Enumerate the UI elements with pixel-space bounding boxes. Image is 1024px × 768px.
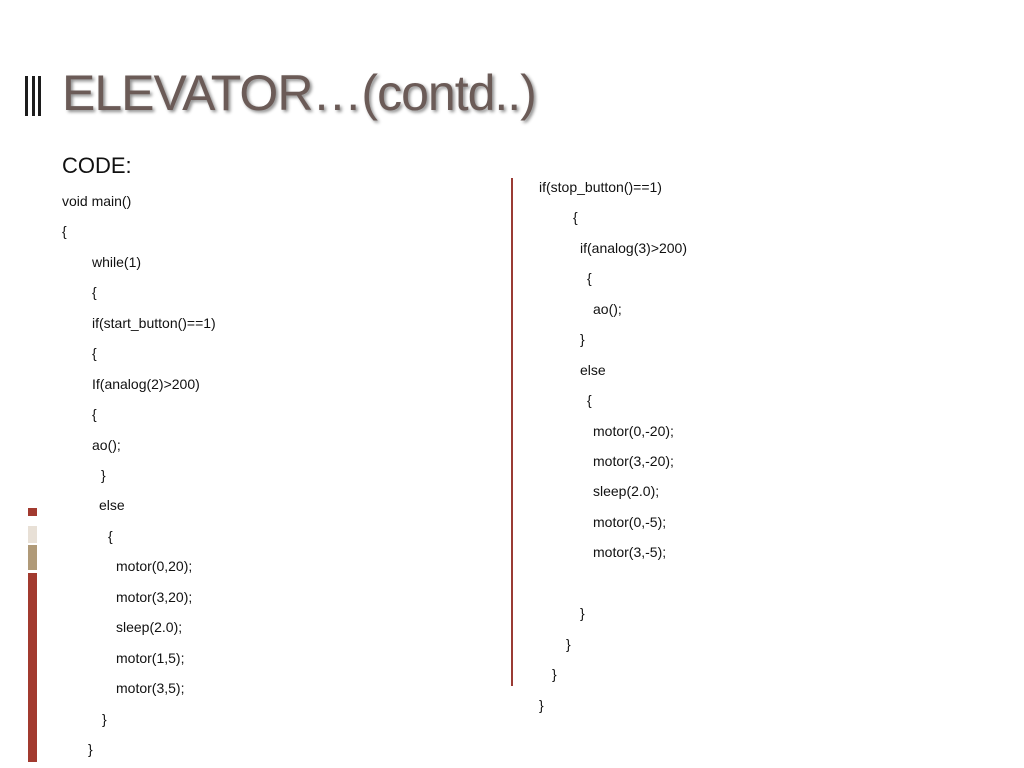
code-line: If(analog(2)>200) bbox=[92, 376, 200, 392]
code-line: } bbox=[580, 605, 585, 621]
code-line: sleep(2.0); bbox=[116, 619, 183, 635]
code-line: { bbox=[62, 223, 67, 239]
code-line: { bbox=[92, 345, 97, 361]
accent-segment-light bbox=[28, 526, 37, 543]
code-line: } bbox=[566, 636, 571, 652]
code-line: } bbox=[101, 467, 106, 483]
code-line: motor(3,-5); bbox=[593, 544, 667, 560]
code-line: } bbox=[88, 741, 93, 757]
code-line: motor(0,-20); bbox=[593, 423, 674, 439]
accent-segment-tan bbox=[28, 545, 37, 570]
code-heading: CODE: bbox=[62, 153, 132, 178]
code-line: motor(3,5); bbox=[116, 680, 185, 696]
accent-segment-red-top bbox=[28, 508, 37, 516]
code-line: { bbox=[92, 406, 97, 422]
code-line: { bbox=[573, 209, 578, 225]
code-line: sleep(2.0); bbox=[593, 483, 660, 499]
code-line: } bbox=[102, 711, 107, 727]
column-divider bbox=[511, 178, 513, 686]
code-line: if(stop_button()==1) bbox=[539, 179, 662, 195]
code-line: ao(); bbox=[92, 437, 121, 453]
code-line: } bbox=[552, 666, 557, 682]
code-line: motor(3,-20); bbox=[593, 453, 674, 469]
code-line: } bbox=[539, 697, 544, 713]
code-line: if(analog(3)>200) bbox=[580, 240, 688, 256]
code-line: { bbox=[587, 270, 592, 286]
code-line: motor(3,20); bbox=[116, 589, 193, 605]
code-line: motor(1,5); bbox=[116, 650, 185, 666]
code-line: } bbox=[580, 331, 585, 347]
code-line: else bbox=[99, 497, 125, 513]
accent-segment-red-long bbox=[28, 573, 37, 762]
code-line: { bbox=[92, 284, 97, 300]
code-line: motor(0,20); bbox=[116, 558, 193, 574]
code-line: motor(0,-5); bbox=[593, 514, 667, 530]
title-bar-mark bbox=[25, 76, 41, 116]
accent-bar bbox=[28, 508, 37, 762]
code-line: while(1) bbox=[92, 254, 142, 270]
slide-title: ELEVATOR…(contd..) bbox=[62, 65, 536, 121]
code-line: if(start_button()==1) bbox=[92, 315, 216, 331]
code-line: { bbox=[587, 392, 592, 408]
code-line: { bbox=[108, 528, 113, 544]
code-line: void main() bbox=[62, 193, 132, 209]
code-line: ao(); bbox=[593, 301, 622, 317]
code-line: else bbox=[580, 362, 606, 378]
